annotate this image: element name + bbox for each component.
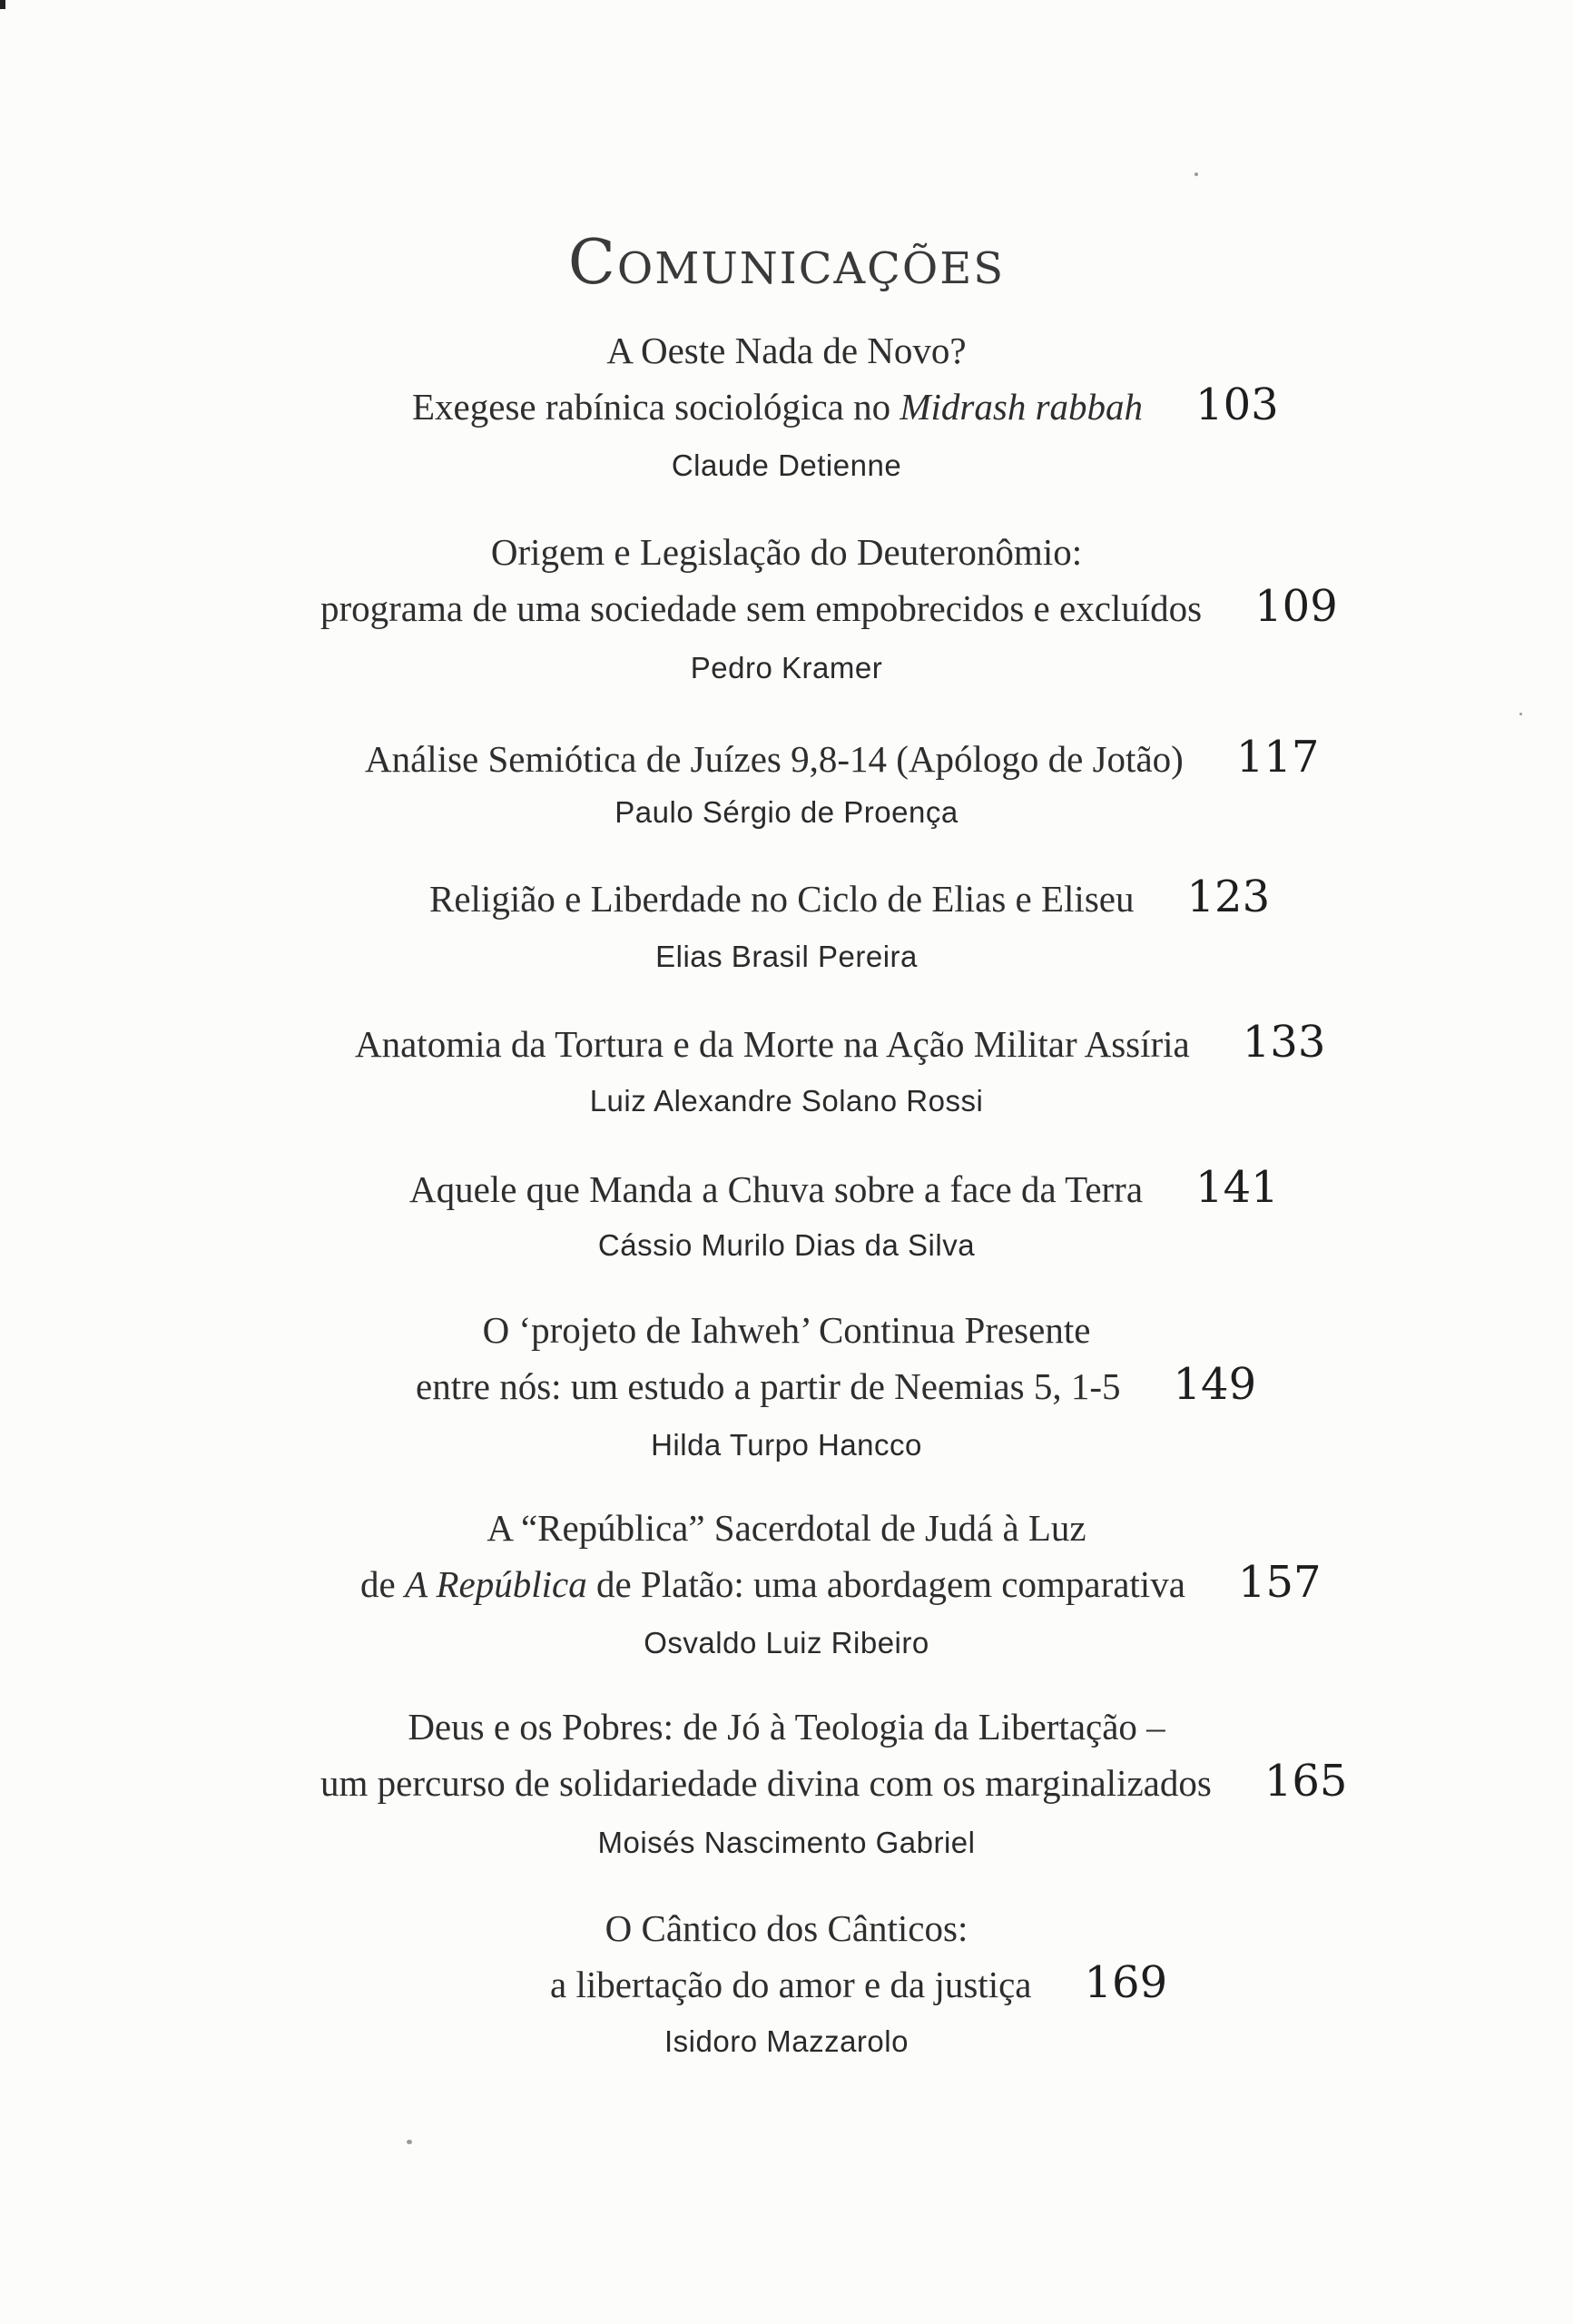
scan-speck [407, 2140, 412, 2144]
entry-9-line-2 [320, 1756, 1347, 1807]
scan-speck [1194, 172, 1198, 176]
entry-10-line-2 [550, 1957, 1167, 2008]
entry-6-page-number[interactable]: 141 [1195, 1162, 1279, 1213]
entry-5-title-text: Anatomia da Tortura e da Morte na Ação Militar Assíria [355, 1023, 1190, 1065]
entry-2-author: Pedro Kramer [690, 651, 883, 684]
entry-4-page-number[interactable]: 123 [1186, 872, 1271, 922]
entry-7-author: Hilda Turpo Hancco [651, 1428, 922, 1462]
entry-6-title-text: Aquele que Manda a Chuva sobre a face da Terra [409, 1168, 1144, 1210]
entry-10-page-number[interactable]: 169 [1084, 1957, 1168, 2008]
entry-8-title-post: de Platão: uma abordagem comparativa [586, 1563, 1185, 1605]
scan-corner-mark [0, 0, 5, 9]
entry-8-line-2 [360, 1557, 1322, 1608]
entry-5-author: Luiz Alexandre Solano Rossi [589, 1084, 984, 1118]
entry-3-page-number[interactable]: 117 [1235, 732, 1320, 783]
entry-7-line-1: O ‘projeto de Iahweh’ Continua Presente [482, 1309, 1091, 1351]
entry-1-title-italic: Midrash rabbah [900, 386, 1144, 428]
entry-7-title-text: entre nós: um estudo a partir de Neemias 5, 1-5 [416, 1365, 1121, 1407]
entry-9-line-1: Deus e os Pobres: de Jó à Teologia da Libertação – [408, 1706, 1165, 1748]
entry-1-line-1: A Oeste Nada de Novo? [606, 330, 967, 371]
entry-2-page-number[interactable]: 109 [1254, 581, 1338, 632]
entry-2-line-2 [320, 581, 1338, 632]
entry-5-page-number[interactable]: 133 [1242, 1017, 1326, 1068]
entry-2-line-1: Origem e Legislação do Deuteronômio: [490, 531, 1083, 573]
entry-9-page-number[interactable]: 165 [1263, 1756, 1348, 1807]
entry-5-line-1 [355, 1017, 1325, 1068]
entry-1-title-text: Exegese rabínica sociológica no [412, 386, 900, 428]
entry-8-title-italic: A República [404, 1563, 587, 1605]
entry-7-line-2 [416, 1359, 1256, 1410]
scan-speck [1519, 713, 1522, 715]
entry-6-line-1 [409, 1162, 1279, 1213]
entry-1-page-number[interactable]: 103 [1195, 379, 1279, 430]
entry-8-line-1: A “República” Sacerdotal de Judá à Luz [487, 1507, 1086, 1549]
entry-4-line-1 [429, 872, 1270, 922]
entry-9-title-text: um percurso de solidariedade divina com os marginalizados [320, 1762, 1212, 1804]
entry-4-author: Elias Brasil Pereira [655, 940, 918, 973]
entry-3-line-1 [365, 732, 1319, 783]
entry-8-page-number[interactable]: 157 [1237, 1557, 1322, 1608]
entry-9-author: Moisés Nascimento Gabriel [597, 1826, 976, 1859]
entry-8-title-pre: de [360, 1563, 405, 1605]
entry-1-line-2 [412, 379, 1279, 430]
entry-3-title-text: Análise Semiótica de Juízes 9,8-14 (Apólogo de Jotão) [365, 738, 1184, 780]
entry-1-author: Claude Detienne [671, 448, 902, 482]
entry-8-author: Osvaldo Luiz Ribeiro [644, 1626, 929, 1659]
entry-10-title-text: a libertação do amor e da justiça [550, 1964, 1032, 2005]
entry-6-author: Cássio Murilo Dias da Silva [597, 1228, 976, 1262]
entry-10-line-1: O Cântico dos Cânticos: [605, 1907, 968, 1949]
entry-3-author: Paulo Sérgio de Proença [614, 795, 959, 829]
section-title: Comunicações [567, 227, 1006, 299]
entry-7-page-number[interactable]: 149 [1173, 1359, 1257, 1410]
entry-2-title-text: programa de uma sociedade sem empobrecidos e excluídos [320, 587, 1203, 629]
entry-4-title-text: Religião e Liberdade no Ciclo de Elias e Eliseu [429, 878, 1135, 920]
entry-10-author: Isidoro Mazzarolo [664, 2024, 909, 2058]
